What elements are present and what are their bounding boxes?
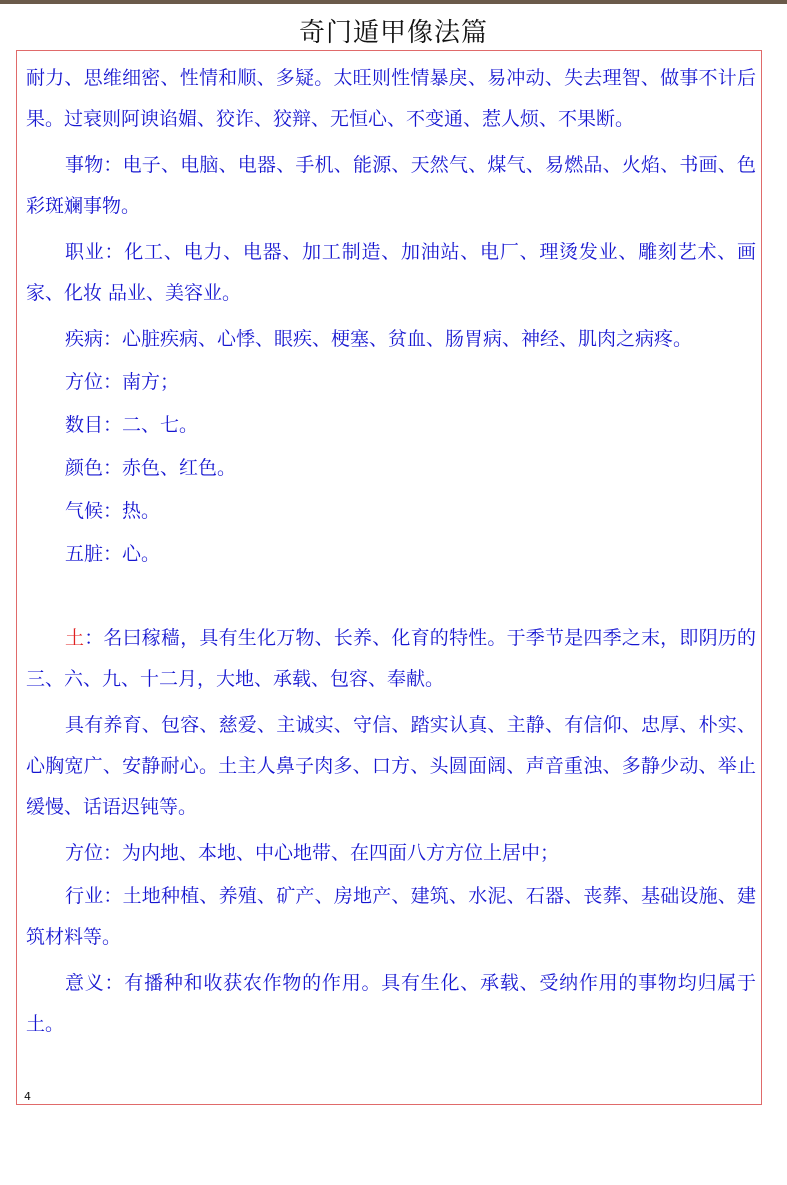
fire-disease: 疾病：心脏疾病、心悸、眼疾、梗塞、贫血、肠胃病、神经、肌肉之病疼。 xyxy=(65,328,693,350)
earth-meaning: 意义：有播种和收获农作物的作用。具有生化、承载、受纳作用的事物均归属于土。 xyxy=(26,972,756,1035)
earth-traits: 具有养育、包容、慈爱、主诚实、守信、踏实认真、主静、有信仰、忠厚、朴实、心胸宽广、安静耐心。土主人鼻子肉多、口方、头圆面阔、声音重浊、多静少动、举止缓慢、话语迟钝等。 xyxy=(26,714,756,818)
fire-climate: 气候：热。 xyxy=(65,500,161,522)
page-title: 奇门遁甲像法篇 xyxy=(298,18,488,48)
earth-label: 土 xyxy=(65,627,85,649)
earth-career: 行业：土地种植、养殖、矿产、房地产、建筑、水泥、石器、丧葬、基础设施、建筑材料等。 xyxy=(26,885,756,948)
fire-numbers: 数目：二、七。 xyxy=(65,414,199,436)
fire-things: 事物：电子、电脑、电器、手机、能源、天然气、煤气、易燃品、火焰、书画、色彩斑斓事物。 xyxy=(26,154,756,217)
page-number: 4 xyxy=(24,1090,31,1103)
top-bar xyxy=(0,0,787,4)
fire-organ: 五脏：心。 xyxy=(65,543,161,565)
fire-color: 颜色：赤色、红色。 xyxy=(65,457,237,479)
earth-intro-text: ：名曰稼穑，具有生化万物、长养、化育的特性。于季节是四季之末，即阴历的三、六、九、十二月，大地、承载、包容、奉献。 xyxy=(26,627,756,690)
earth-intro xyxy=(26,618,756,700)
earth-direction: 方位：为内地、本地、中心地带、在四面八方方位上居中； xyxy=(65,842,560,864)
fire-career: 职业：化工、电力、电器、加工制造、加油站、电厂、理烫发业、雕刻艺术、画家、化妆 品业、美容业。 xyxy=(26,241,756,304)
fire-direction: 方位：南方； xyxy=(65,371,180,393)
content-body xyxy=(26,58,756,1050)
section-gap xyxy=(26,577,756,618)
fire-continuation: 耐力、思维细密、性情和顺、多疑。太旺则性情暴戾、易冲动、失去理智、做事不计后果。过衰则阿谀谄媚、狡诈、狡辩、无恒心、不变通、惹人烦、不果断。 xyxy=(26,67,756,130)
